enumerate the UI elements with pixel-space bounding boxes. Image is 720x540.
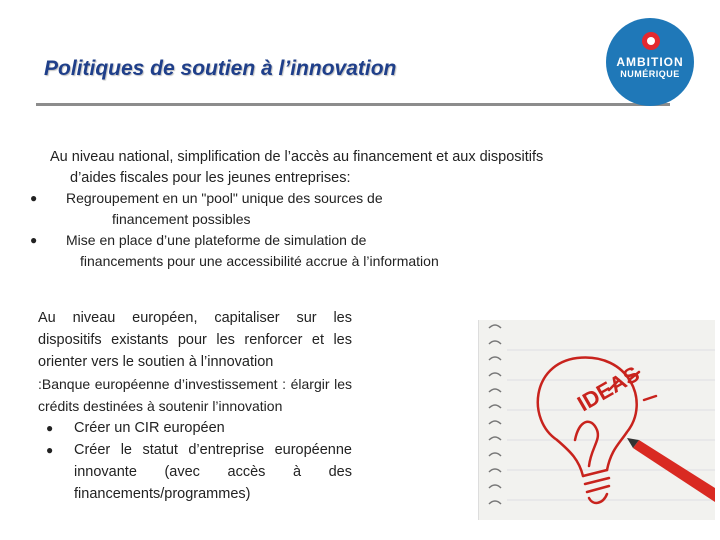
europe-sub: :Banque européenne d’investissement : élargir les crédits destinées à soutenir l’innovation (38, 376, 352, 414)
national-intro-2: d’aides fiscales pour les jeunes entreprises: (70, 170, 351, 186)
list-item: ● Créer un CIR européen (38, 417, 352, 439)
list-item: ● Mise en place d’une plateforme de simulation de financements pour une accessibilité accrue à l’information (30, 232, 439, 269)
ideas-label: IDEAS (573, 361, 644, 417)
logo-mark-icon (642, 32, 660, 50)
europe-section (38, 307, 352, 505)
national-bullets (30, 188, 670, 272)
idea-lightbulb-drawing-icon (479, 320, 715, 520)
page-title: Politiques de soutien à l’innovation (44, 57, 397, 80)
national-section (50, 147, 670, 189)
logo-line-1: AMBITION (616, 55, 684, 69)
ambition-numerique-logo (606, 18, 694, 106)
bullet-icon: ● (30, 191, 38, 205)
national-intro-1: Au niveau national, simplification de l’accès au financement et aux dispositifs (50, 149, 544, 165)
europe-bullets (38, 417, 352, 505)
logo-line-2: NUMÉRIQUE (620, 69, 680, 79)
title-rule (36, 103, 670, 106)
ideas-photo (478, 320, 715, 520)
list-item: ● Regroupement en un "pool" unique des sources de financement possibles (30, 190, 383, 227)
europe-intro: Au niveau européen, capitaliser sur les dispositifs existants pour les renforcer et les orienter vers le soutien à l’innovation (38, 310, 352, 370)
bullet-icon: ● (30, 233, 38, 247)
list-item: ● Créer le statut d’entreprise européenne innovante (avec accès à des financements/programmes) (38, 439, 352, 505)
